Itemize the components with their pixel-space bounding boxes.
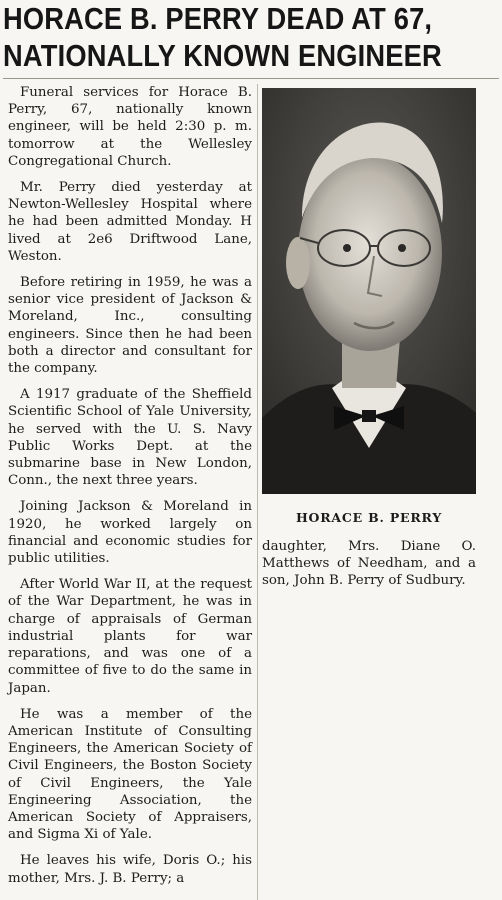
paragraph-joining: Joining Jackson & Moreland in 1920, he worked largely on financial and economic studies for public utilities. bbox=[8, 499, 252, 567]
paragraph-war: After World War II, at the request of the War Department, he was in charge of appraisals of German industrial plants for war reparations, and was one of a committee of five to do the same in Japan. bbox=[8, 577, 252, 696]
headline-line-2: NATIONALLY KNOWN ENGINEER bbox=[3, 38, 442, 73]
headline-rule bbox=[3, 78, 499, 79]
paragraph-memberships: He was a member of the American Institute of Consulting Engineers, the American Society of Civil Engineers, the Boston Society of Civil Engineers, the Yale Engineering Association, the American Society of Appraisers, and Sigma Xi of Yale. bbox=[8, 706, 252, 843]
paragraph-survivors: He leaves his wife, Doris O.; his mother, Mrs. J. B. Perry; a bbox=[8, 853, 252, 886]
portrait-photo bbox=[262, 88, 476, 494]
article-continuation-column bbox=[262, 538, 476, 590]
photo-caption: HORACE B. PERRY bbox=[295, 510, 443, 525]
paragraph-death: Mr. Perry died yesterday at Newton-Wellesley Hospital where he had been admitted Monday. H lived at 2e6 Driftwood Lane, Weston. bbox=[8, 180, 252, 264]
article-body-column bbox=[8, 84, 252, 896]
column-divider bbox=[257, 84, 258, 900]
paragraph-continuation: daughter, Mrs. Diane O. Matthews of Needham, and a son, John B. Perry of Sudbury. bbox=[262, 539, 476, 589]
headline bbox=[3, 0, 442, 74]
headline-line-1: HORACE B. PERRY DEAD AT 67, bbox=[3, 1, 433, 36]
paragraph-education: A 1917 graduate of the Sheffield Scientific School of Yale University, he served with the U. S. Navy Public Works Dept. at the submarine base in New London, Conn., the next three years. bbox=[8, 387, 252, 489]
paragraph-funeral: Funeral services for Horace B. Perry, 67, nationally known engineer, will be held 2:30 p. m. tomorrow at the Wellesley Congregational Church. bbox=[8, 85, 252, 169]
portrait-image bbox=[262, 88, 476, 494]
paragraph-career: Before retiring in 1959, he was a senior vice president of Jackson & Moreland, Inc., consulting engineers. Since then he had been both a director and consultant for the company. bbox=[8, 275, 252, 377]
